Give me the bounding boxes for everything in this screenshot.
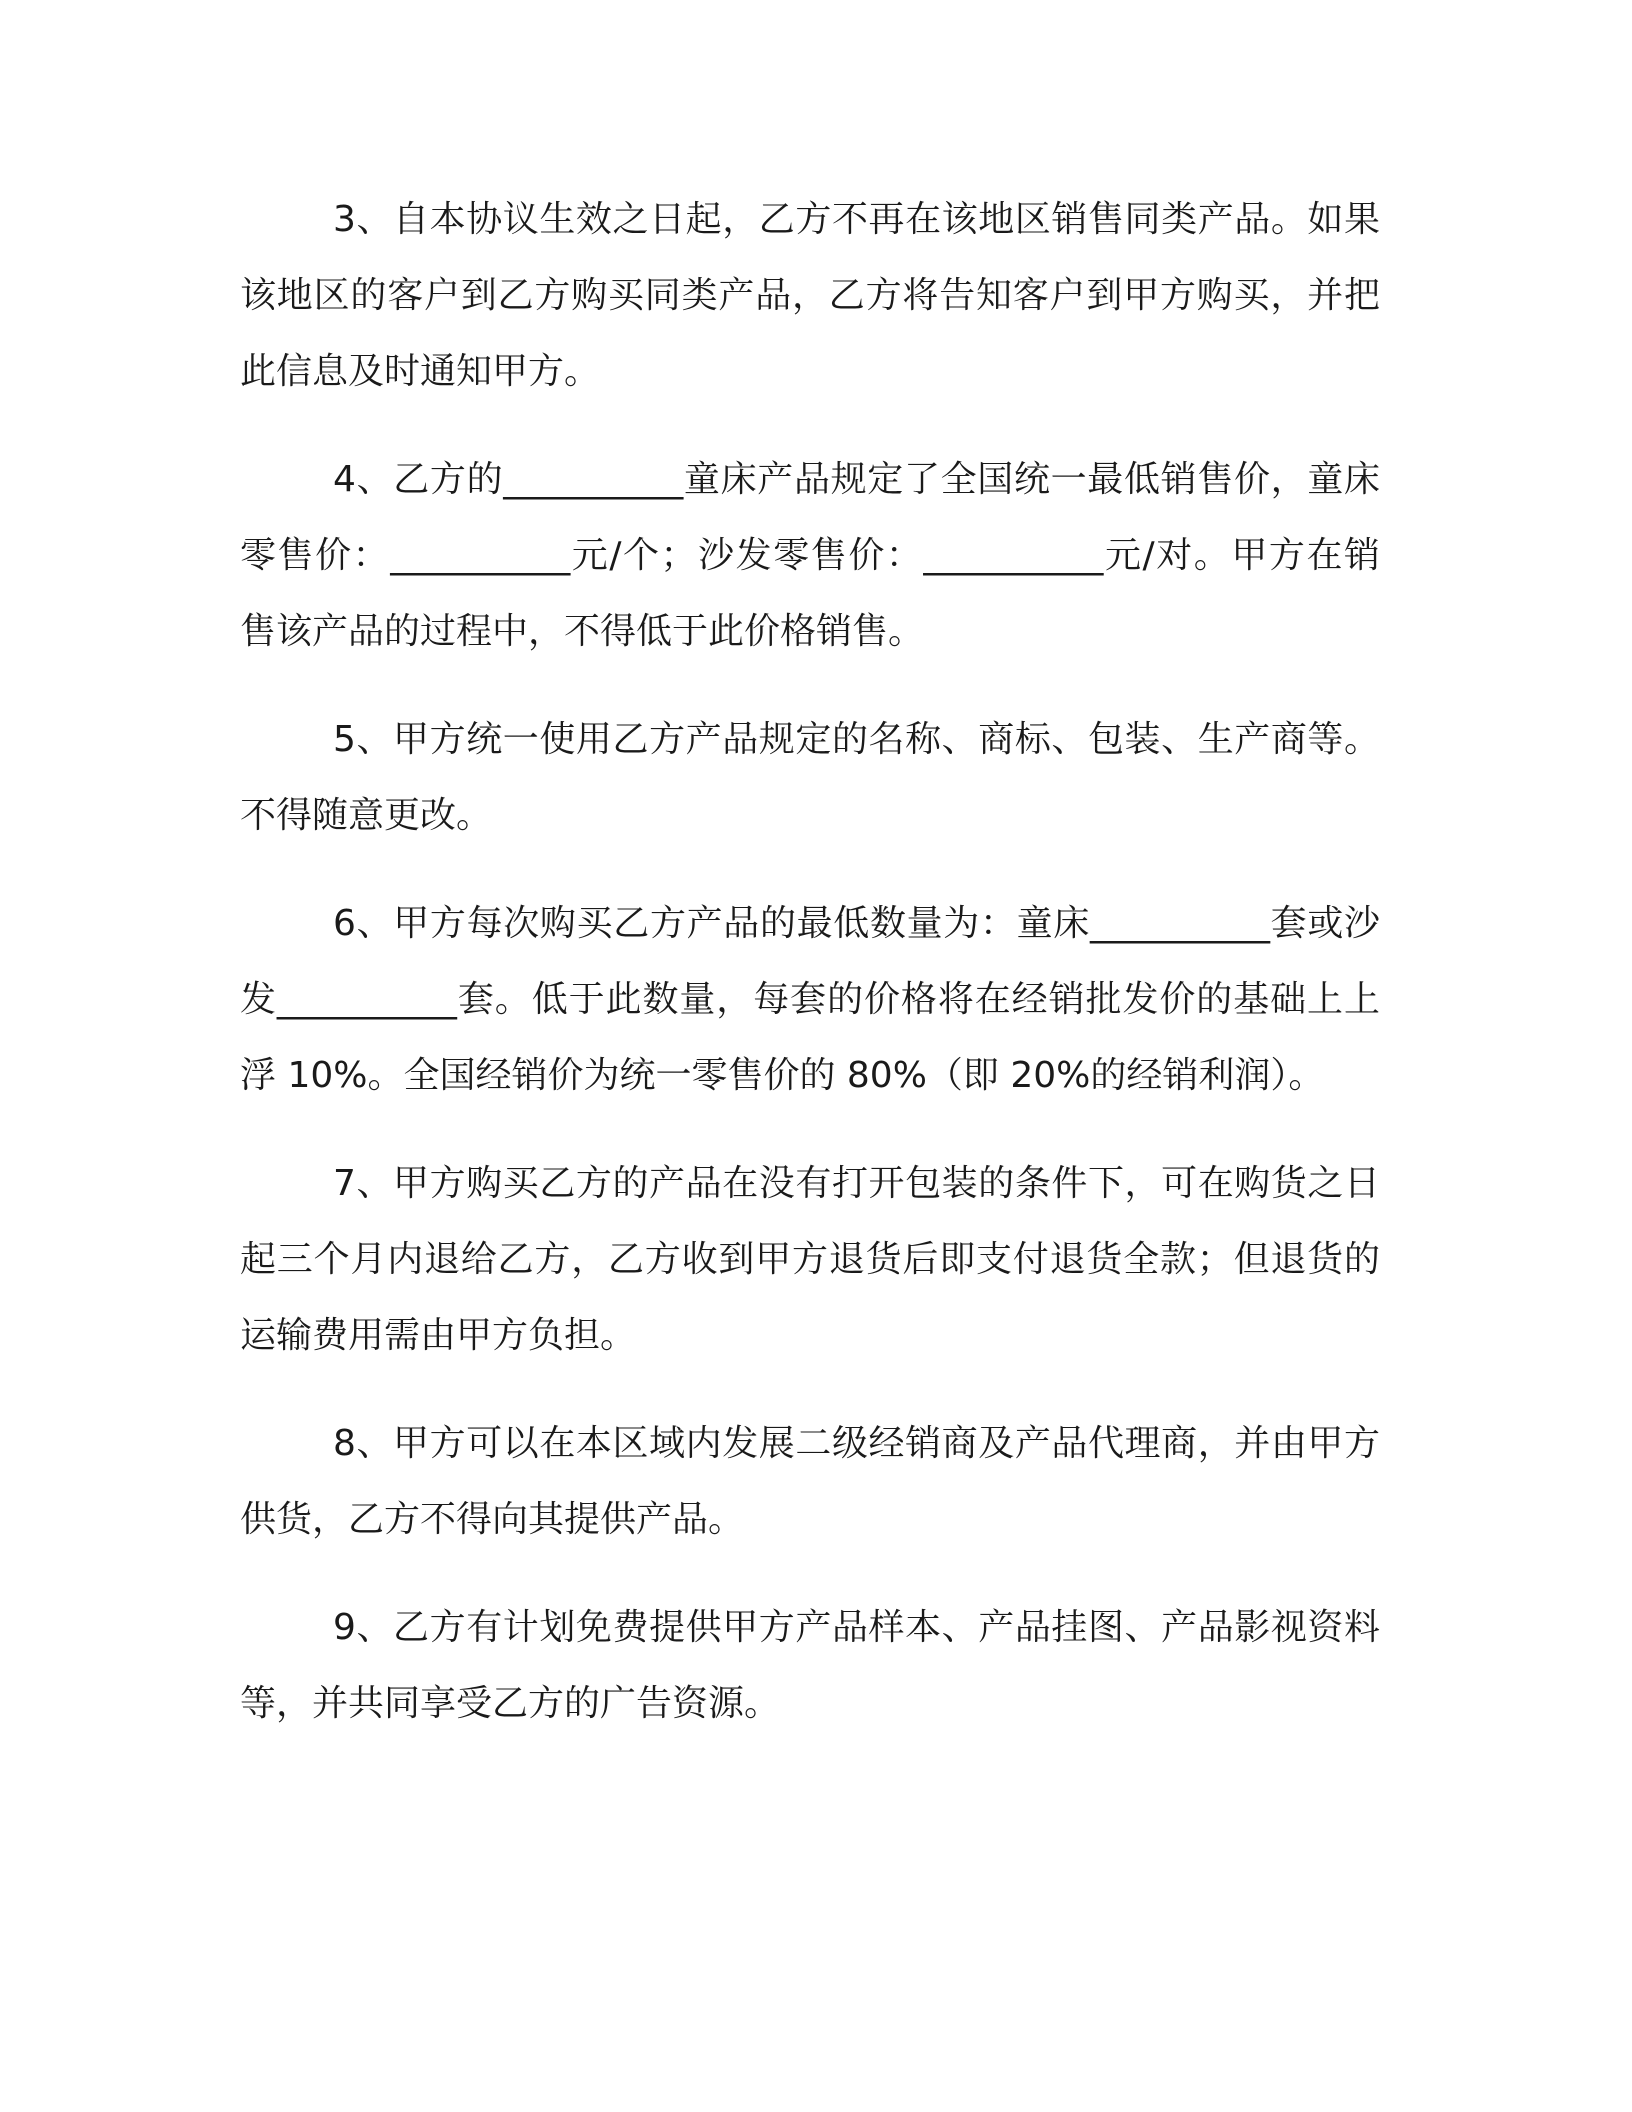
document-body [240, 182, 1380, 1774]
clause-9: 9、乙方有计划免费提供甲方产品样本、产品挂图、产品影视资料等，并共同享受乙方的广告资源。 [240, 1607, 1380, 1724]
clause-5: 5、甲方统一使用乙方产品规定的名称、商标、包装、生产商等。不得随意更改。 [240, 719, 1380, 836]
clause-6: 6、甲方每次购买乙方产品的最低数量为：童床__________套或沙发__________套。低于此数量，每套的价格将在经销批发价的基础上上浮 10%。全国经销价为统一零售价的 80%（即 20%的经销利润）。 [240, 903, 1380, 1096]
clause-8: 8、甲方可以在本区域内发展二级经销商及产品代理商，并由甲方供货，乙方不得向其提供产品。 [240, 1423, 1380, 1540]
clause-3: 3、自本协议生效之日起，乙方不再在该地区销售同类产品。如果该地区的客户到乙方购买同类产品，乙方将告知客户到甲方购买，并把此信息及时通知甲方。 [240, 199, 1380, 392]
clause-4: 4、乙方的__________童床产品规定了全国统一最低销售价，童床零售价：__________元/个；沙发零售价：__________元/对。甲方在销售该产品的过程中，不得低于此价格销售。 [240, 459, 1380, 652]
clause-7: 7、甲方购买乙方的产品在没有打开包装的条件下，可在购货之日起三个月内退给乙方，乙方收到甲方退货后即支付退货全款；但退货的运输费用需由甲方负担。 [240, 1163, 1380, 1356]
